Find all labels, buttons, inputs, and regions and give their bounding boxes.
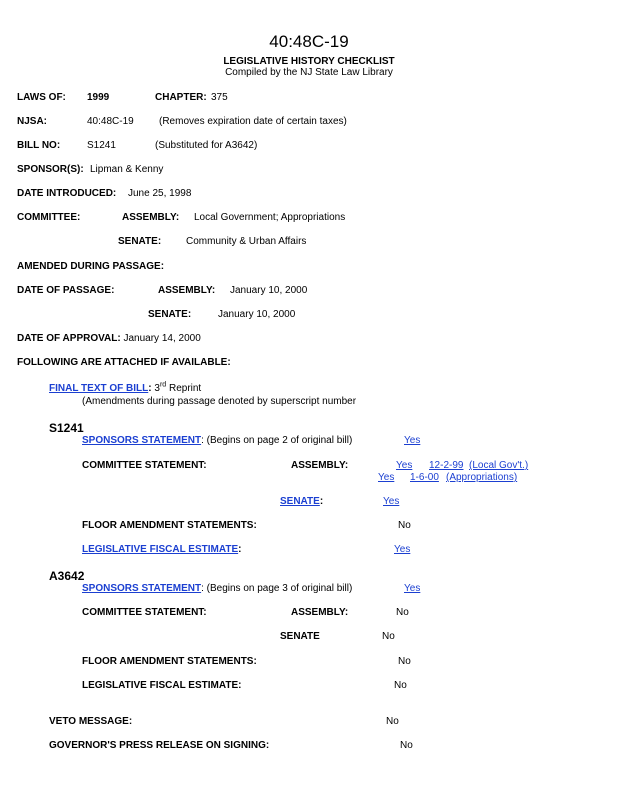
s1241-fiscal-row: [82, 545, 241, 555]
reprint-word: Reprint: [168, 383, 202, 394]
date-of-approval-label: DATE OF APPROVAL:: [17, 333, 121, 344]
sponsors-value: Lipman & Kenny: [90, 164, 164, 175]
s1241-fiscal-yes-link[interactable]: Yes: [394, 544, 411, 555]
a3642-fiscal-estimate-label: LEGISLATIVE FISCAL ESTIMATE:: [82, 680, 242, 691]
chapter-label: CHAPTER:: [155, 92, 207, 103]
a3642-sponsors-statement-link[interactable]: SPONSORS STATEMENT: [82, 583, 202, 594]
final-text-note: (Amendments during passage denoted by superscript number: [82, 396, 357, 407]
a3642-sponsors-note: : (Begins on page 3 of original bill): [201, 583, 353, 594]
passage-senate-value: January 10, 2000: [218, 309, 296, 320]
bill-no-value: S1241: [87, 140, 116, 151]
s1241-heading: S1241: [49, 421, 84, 435]
s1241-assembly-date-link-2[interactable]: 1-6-00: [410, 472, 439, 483]
s1241-assembly-label: ASSEMBLY:: [291, 460, 349, 471]
chapter-value: 375: [211, 92, 228, 103]
s1241-assembly-yes-link-1[interactable]: Yes: [396, 460, 413, 471]
njsa-note: (Removes expiration date of certain taxes): [159, 116, 347, 127]
s1241-assembly-date-link-1[interactable]: 12-2-99: [429, 460, 464, 471]
njsa-label: NJSA:: [17, 116, 48, 127]
committee-assembly-value: Local Government; Appropriations: [194, 212, 346, 223]
following-label: FOLLOWING ARE ATTACHED IF AVAILABLE:: [17, 357, 231, 368]
a3642-fiscal-estimate-value: No: [394, 680, 407, 691]
a3642-senate-value: No: [382, 631, 395, 642]
amended-label: AMENDED DURING PASSAGE:: [17, 261, 165, 272]
a3642-assembly-value: No: [396, 607, 409, 618]
s1241-committee-label: COMMITTEE STATEMENT:: [82, 460, 207, 471]
s1241-fiscal-estimate-link[interactable]: LEGISLATIVE FISCAL ESTIMATE: [82, 544, 239, 555]
compiled-by: Compiled by the NJ State Law Library: [225, 67, 393, 78]
s1241-senate-row: [280, 497, 323, 507]
committee-senate-label: SENATE:: [118, 236, 162, 247]
a3642-senate-label: SENATE: [280, 631, 320, 642]
a3642-heading: A3642: [49, 569, 85, 583]
document-subtitle: LEGISLATIVE HISTORY CHECKLIST: [223, 56, 395, 67]
committee-assembly-label: ASSEMBLY:: [122, 212, 180, 223]
s1241-assembly-committee-link-2[interactable]: (Appropriations): [446, 472, 518, 483]
s1241-floor-amendment-label: FLOOR AMENDMENT STATEMENTS:: [82, 520, 257, 531]
a3642-sponsors-yes-link[interactable]: Yes: [404, 583, 421, 594]
passage-assembly-value: January 10, 2000: [230, 285, 308, 296]
s1241-fiscal-colon: :: [238, 544, 242, 555]
date-of-approval-value: January 14, 2000: [123, 333, 201, 344]
s1241-sponsors-note: : (Begins on page 2 of original bill): [201, 435, 353, 446]
press-release-value: No: [400, 740, 413, 751]
passage-assembly-label: ASSEMBLY:: [158, 285, 216, 296]
reprint-label: [154, 383, 201, 394]
date-of-passage-label: DATE OF PASSAGE:: [17, 285, 115, 296]
bill-no-label: BILL NO:: [17, 140, 61, 151]
date-of-approval-row: [17, 334, 201, 344]
reprint-suffix: rd: [159, 381, 167, 389]
a3642-floor-amendment-value: No: [398, 656, 411, 667]
final-text-link[interactable]: FINAL TEXT OF BILL: [49, 383, 149, 394]
sponsors-label: SPONSOR(S):: [17, 164, 84, 175]
date-introduced-label: DATE INTRODUCED:: [17, 188, 117, 199]
s1241-assembly-yes-link-2[interactable]: Yes: [378, 472, 395, 483]
laws-of-label: LAWS OF:: [17, 92, 66, 103]
bill-no-note: (Substituted for A3642): [155, 140, 258, 151]
s1241-sponsors-row: [82, 436, 352, 446]
a3642-sponsors-row: [82, 584, 352, 594]
document-title: 40:48C-19: [269, 32, 349, 51]
s1241-sponsors-statement-link[interactable]: SPONSORS STATEMENT: [82, 435, 202, 446]
final-text-row: [49, 381, 202, 394]
a3642-committee-label: COMMITTEE STATEMENT:: [82, 607, 207, 618]
s1241-senate-yes-link[interactable]: Yes: [383, 496, 400, 507]
reprint-number: 3: [154, 383, 160, 394]
s1241-floor-amendment-value: No: [398, 520, 411, 531]
veto-message-label: VETO MESSAGE:: [49, 716, 133, 727]
s1241-senate-link[interactable]: SENATE: [280, 496, 320, 507]
s1241-assembly-committee-link-1[interactable]: (Local Gov't.): [469, 460, 529, 471]
committee-senate-value: Community & Urban Affairs: [186, 236, 307, 247]
press-release-label: GOVERNOR'S PRESS RELEASE ON SIGNING:: [49, 740, 270, 751]
passage-senate-label: SENATE:: [148, 309, 192, 320]
veto-message-value: No: [386, 716, 399, 727]
s1241-senate-colon: :: [319, 496, 324, 507]
date-introduced-value: June 25, 1998: [128, 188, 192, 199]
s1241-sponsors-yes-link[interactable]: Yes: [404, 435, 421, 446]
committee-label: COMMITTEE:: [17, 212, 81, 223]
a3642-assembly-label: ASSEMBLY:: [291, 607, 349, 618]
laws-of-year: 1999: [87, 92, 110, 103]
final-text-colon: :: [148, 383, 152, 394]
a3642-floor-amendment-label: FLOOR AMENDMENT STATEMENTS:: [82, 656, 257, 667]
njsa-value: 40:48C-19: [87, 116, 134, 127]
